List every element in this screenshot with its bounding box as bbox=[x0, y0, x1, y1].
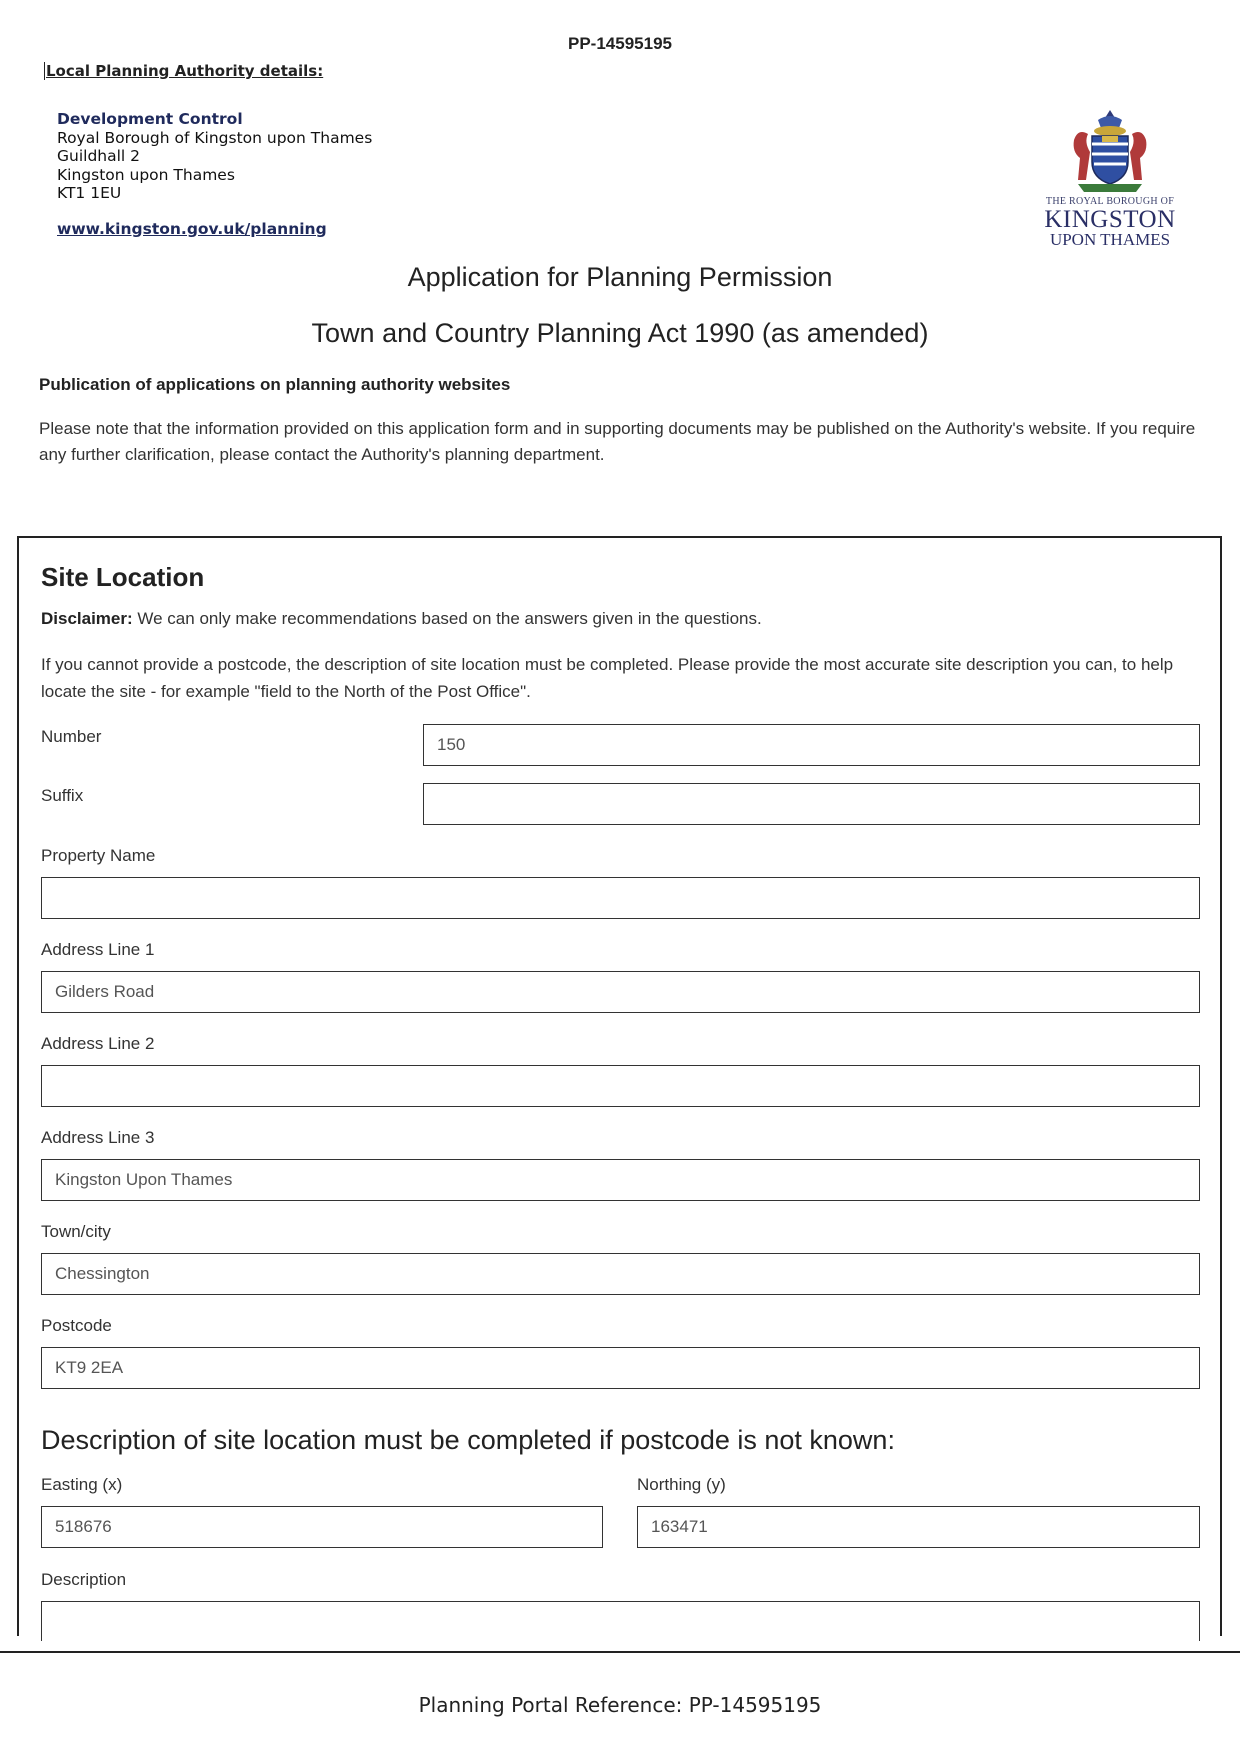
disclaimer-label: Disclaimer: bbox=[41, 609, 133, 628]
description-heading: Description of site location must be completed if postcode is not known: bbox=[41, 1425, 895, 1455]
town-city-field[interactable]: Chessington bbox=[41, 1253, 1200, 1295]
reference-number: PP-14595195 bbox=[568, 34, 672, 53]
address-postcode: KT1 1EU bbox=[57, 184, 122, 202]
form-title: Application for Planning Permission bbox=[407, 262, 833, 292]
publication-note: Please note that the information provided on this application form and in supporting documents may be published on the Authority's website. If you require any further clarification, please contact the Authority's planning department. bbox=[39, 419, 1196, 464]
address-line-3-field[interactable]: Kingston Upon Thames bbox=[41, 1159, 1200, 1201]
address-line-3: Kingston upon Thames bbox=[57, 165, 235, 184]
address-line-1: Royal Borough of Kingston upon Thames bbox=[57, 128, 373, 147]
site-instructions: If you cannot provide a postcode, the description of site location must be completed. Please provide the most accurate site description you can, to help locate the site - for example "field to the North of the Post Office". bbox=[41, 655, 1174, 701]
publication-heading: Publication of applications on planning authority websites bbox=[39, 375, 511, 394]
kingston-crest-logo bbox=[1040, 106, 1180, 252]
easting-label: Easting (x) bbox=[41, 1475, 123, 1494]
number-field[interactable]: 150 bbox=[423, 724, 1200, 766]
postcode-label: Postcode bbox=[41, 1316, 112, 1335]
section-title: Site Location bbox=[41, 562, 205, 592]
description-field[interactable] bbox=[41, 1601, 1200, 1641]
number-label: Number bbox=[41, 727, 102, 746]
address-line-1-label: Address Line 1 bbox=[41, 940, 155, 959]
logo-text-top: THE ROYAL BOROUGH OF bbox=[1045, 196, 1175, 207]
property-name-field[interactable] bbox=[41, 877, 1200, 919]
address-line-2: Guildhall 2 bbox=[57, 147, 141, 165]
northing-label: Northing (y) bbox=[637, 1475, 726, 1494]
description-label: Description bbox=[41, 1570, 127, 1589]
lpa-address-block bbox=[57, 110, 372, 238]
coat-of-arms-icon bbox=[1040, 106, 1180, 198]
address-line-3-label: Address Line 3 bbox=[41, 1128, 155, 1147]
property-name-label: Property Name bbox=[41, 846, 156, 865]
suffix-label: Suffix bbox=[41, 786, 84, 805]
department-name: Development Control bbox=[57, 110, 243, 128]
northing-field[interactable]: 163471 bbox=[637, 1506, 1200, 1548]
easting-field[interactable]: 518676 bbox=[41, 1506, 603, 1548]
form-act: Town and Country Planning Act 1990 (as amended) bbox=[311, 318, 929, 348]
postcode-field[interactable]: KT9 2EA bbox=[41, 1347, 1200, 1389]
address-line-2-field[interactable] bbox=[41, 1065, 1200, 1107]
disclaimer bbox=[41, 609, 762, 629]
address-line-1-field[interactable]: Gilders Road bbox=[41, 971, 1200, 1013]
lpa-details-heading: Local Planning Authority details: bbox=[46, 62, 324, 80]
website-link[interactable]: www.kingston.gov.uk/planning bbox=[57, 219, 327, 238]
footer-reference: Planning Portal Reference: PP-14595195 bbox=[418, 1693, 822, 1717]
logo-text-bottom: UPON THAMES bbox=[1049, 230, 1171, 249]
town-city-label: Town/city bbox=[41, 1222, 111, 1241]
logo-text-main: KINGSTON bbox=[1044, 206, 1176, 233]
page-divider bbox=[0, 1651, 1240, 1653]
disclaimer-text: We can only make recommendations based on the answers given in the questions. bbox=[132, 609, 762, 628]
suffix-field[interactable] bbox=[423, 783, 1200, 825]
address-line-2-label: Address Line 2 bbox=[41, 1034, 155, 1053]
